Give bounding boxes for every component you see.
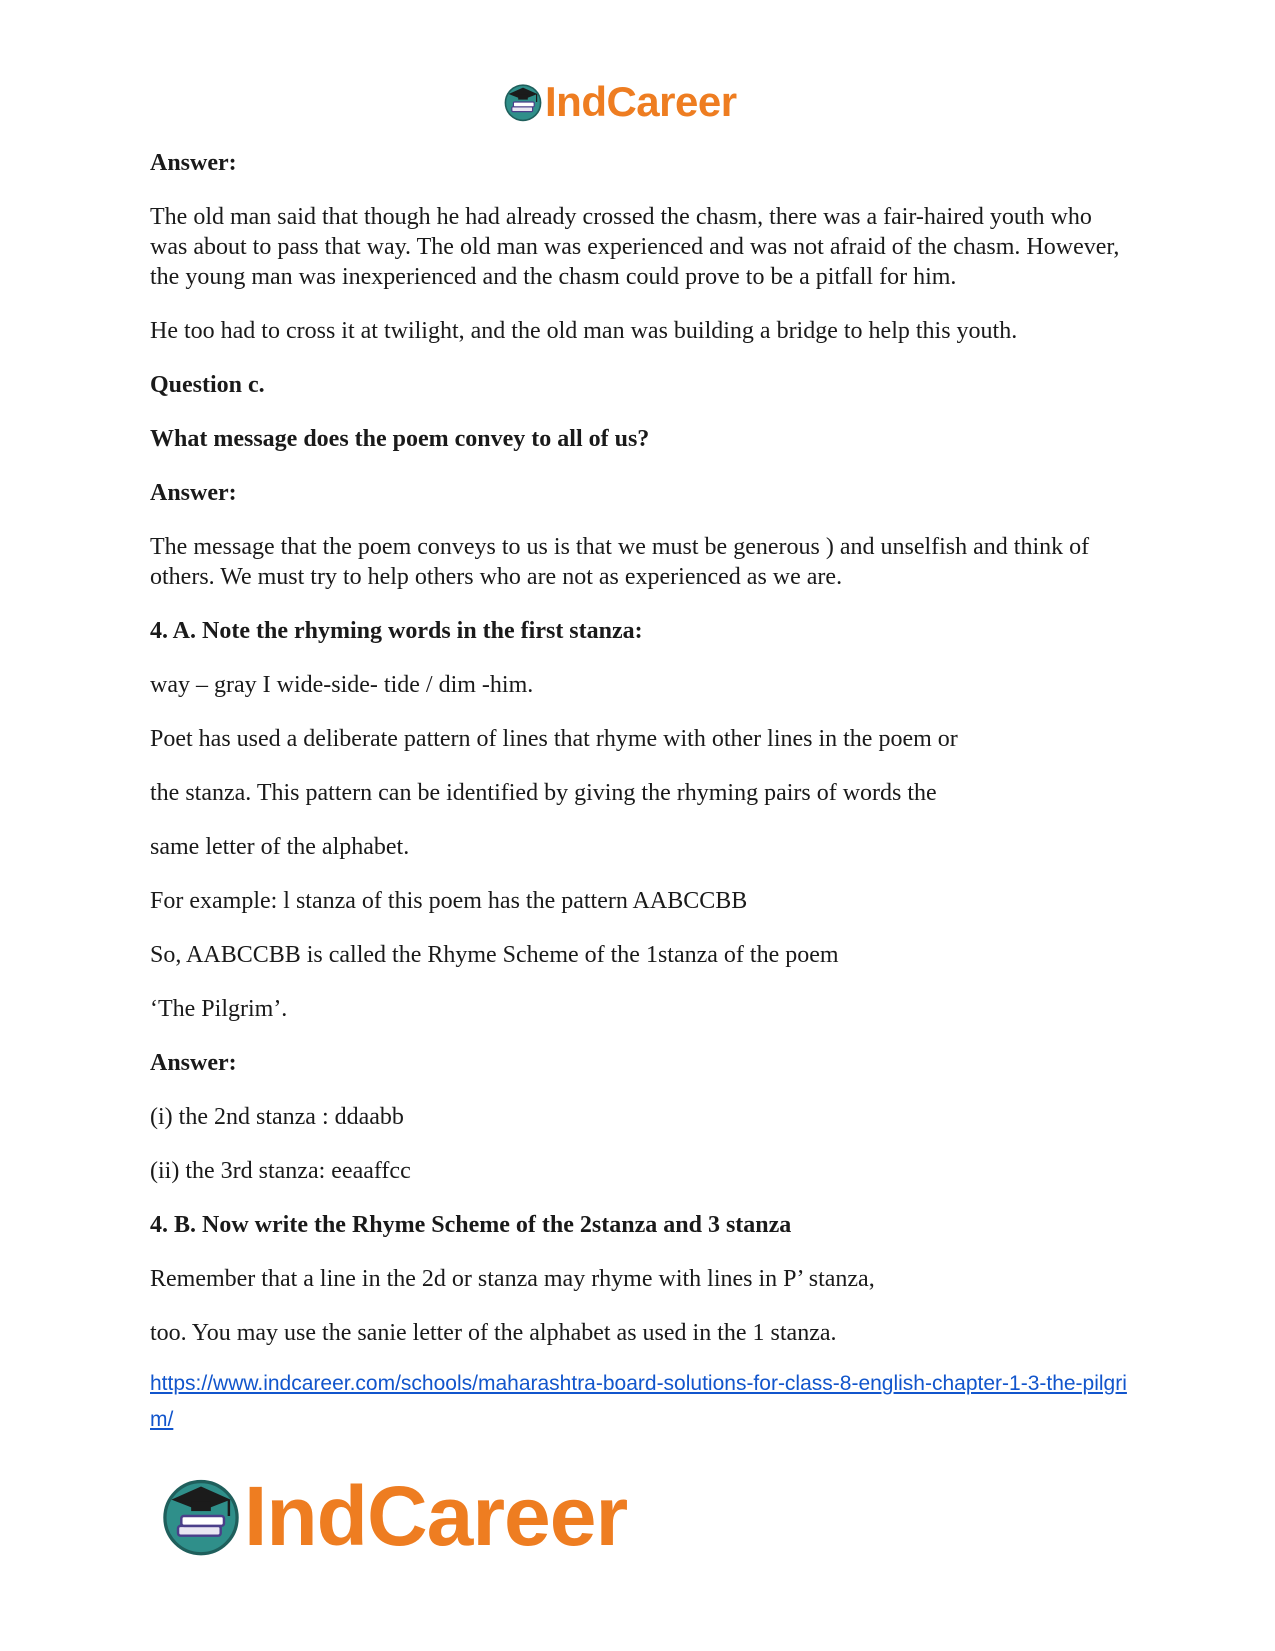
paragraph: Remember that a line in the 2d or stanza may rhyme with lines in P’ stanza, — [150, 1266, 875, 1292]
footer-logo — [160, 1468, 628, 1563]
heading: Answer: — [150, 1050, 237, 1076]
graduation-cap-books-globe-icon — [503, 82, 543, 122]
heading: Answer: — [150, 150, 237, 176]
paragraph: The old man said that though he had already crossed the chasm, there was a fair-haired youth who was about to pass that way. The old man was experienced and was not afraid of the chasm. However, the young man was inexperienced and the chasm could prove to be a pitfall for him. — [150, 204, 1120, 290]
logo-text: IndCareer — [244, 1468, 628, 1563]
paragraph: way – gray I wide-side- tide / dim -him. — [150, 672, 534, 698]
paragraph: For example: l stanza of this poem has the pattern AABCCBB — [150, 888, 748, 914]
paragraph: same letter of the alphabet. — [150, 834, 410, 860]
paragraph: He too had to cross it at twilight, and the old man was building a bridge to help this youth. — [150, 318, 1018, 344]
paragraph: Poet has used a deliberate pattern of lines that rhyme with other lines in the poem or — [150, 726, 958, 752]
paragraph: (i) the 2nd stanza : ddaabb — [150, 1104, 404, 1130]
paragraph: ‘The Pilgrim’. — [150, 996, 288, 1022]
heading: Question c. — [150, 372, 265, 398]
paragraph: too. You may use the sanie letter of the alphabet as used in the 1 stanza. — [150, 1320, 837, 1346]
heading: 4. B. Now write the Rhyme Scheme of the 2stanza and 3 stanza — [150, 1212, 792, 1238]
paragraph: (ii) the 3rd stanza: eeaaffcc — [150, 1158, 411, 1184]
document-body — [150, 148, 1130, 1438]
heading: 4. A. Note the rhyming words in the first stanza: — [150, 618, 643, 644]
paragraph: the stanza. This pattern can be identified by giving the rhyming pairs of words the — [150, 780, 937, 806]
paragraph: So, AABCCBB is called the Rhyme Scheme of the 1stanza of the poem — [150, 942, 839, 968]
header-logo — [503, 78, 737, 126]
heading: What message does the poem convey to all of us? — [150, 426, 650, 452]
logo-text: IndCareer — [545, 78, 737, 125]
source-link[interactable]: https://www.indcareer.com/schools/maharashtra-board-solutions-for-class-8-english-chapter-1-3-the-pilgrim/ — [150, 1372, 1127, 1431]
heading: Answer: — [150, 480, 237, 506]
graduation-cap-books-globe-icon — [160, 1475, 242, 1557]
paragraph: The message that the poem conveys to us is that we must be generous ) and unselfish and think of others. We must try to help others who are not as experienced as we are. — [150, 534, 1090, 590]
